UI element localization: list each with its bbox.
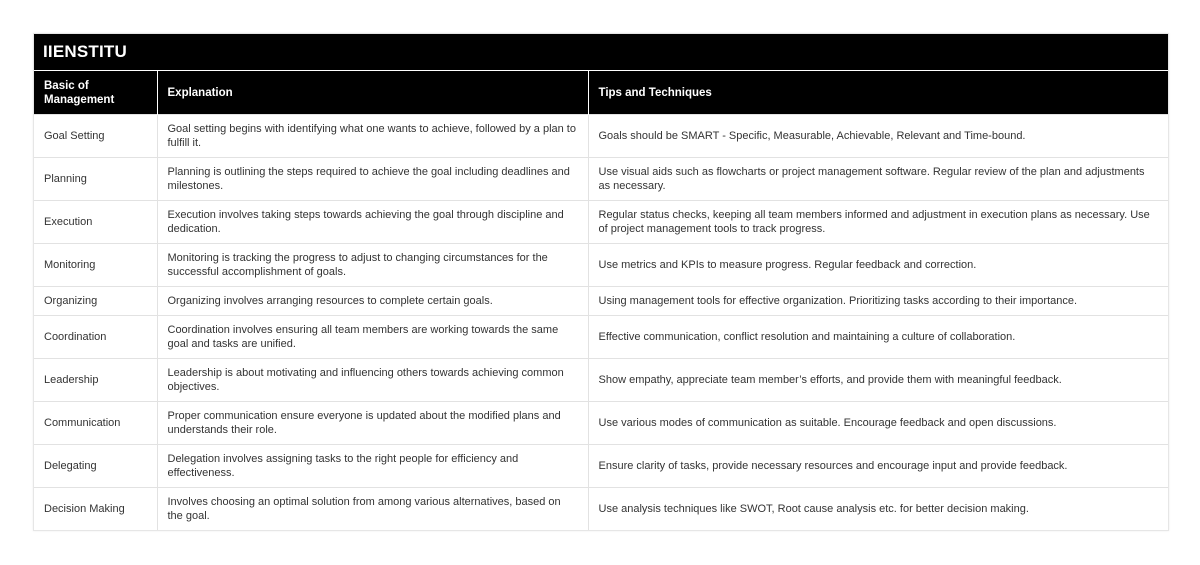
table-header-row bbox=[34, 71, 1168, 115]
cell-explanation: Execution involves taking steps towards achieving the goal through discipline and dedication. bbox=[157, 201, 588, 244]
table-row bbox=[34, 287, 1168, 316]
cell-explanation: Delegation involves assigning tasks to the right people for efficiency and effectiveness. bbox=[157, 445, 588, 488]
cell-tips: Regular status checks, keeping all team members informed and adjustment in execution plans as necessary. Use of project management tools to track progress. bbox=[588, 201, 1168, 244]
brand-title: IIENSTITU bbox=[34, 34, 1168, 70]
table-row bbox=[34, 201, 1168, 244]
cell-basic: Delegating bbox=[34, 445, 157, 488]
cell-tips: Use metrics and KPIs to measure progress. Regular feedback and correction. bbox=[588, 244, 1168, 287]
cell-explanation: Monitoring is tracking the progress to adjust to changing circumstances for the successful accomplishment of goals. bbox=[157, 244, 588, 287]
cell-explanation: Coordination involves ensuring all team members are working towards the same goal and tasks are unified. bbox=[157, 316, 588, 359]
cell-basic: Monitoring bbox=[34, 244, 157, 287]
cell-basic: Communication bbox=[34, 402, 157, 445]
management-table bbox=[34, 70, 1168, 530]
cell-explanation: Goal setting begins with identifying what one wants to achieve, followed by a plan to fulfill it. bbox=[157, 115, 588, 158]
cell-basic: Execution bbox=[34, 201, 157, 244]
management-table-card bbox=[33, 33, 1169, 531]
cell-basic: Goal Setting bbox=[34, 115, 157, 158]
cell-tips: Effective communication, conflict resolution and maintaining a culture of collaboration. bbox=[588, 316, 1168, 359]
header-basic: Basic of Management bbox=[34, 71, 157, 115]
cell-explanation: Planning is outlining the steps required to achieve the goal including deadlines and milestones. bbox=[157, 158, 588, 201]
cell-basic: Coordination bbox=[34, 316, 157, 359]
cell-basic: Decision Making bbox=[34, 488, 157, 531]
cell-basic: Leadership bbox=[34, 359, 157, 402]
cell-tips: Show empathy, appreciate team member’s efforts, and provide them with meaningful feedback. bbox=[588, 359, 1168, 402]
table-row bbox=[34, 244, 1168, 287]
header-tips: Tips and Techniques bbox=[588, 71, 1168, 115]
table-row bbox=[34, 402, 1168, 445]
cell-explanation: Organizing involves arranging resources to complete certain goals. bbox=[157, 287, 588, 316]
table-row bbox=[34, 158, 1168, 201]
cell-tips: Use visual aids such as flowcharts or project management software. Regular review of the plan and adjustments as necessary. bbox=[588, 158, 1168, 201]
cell-tips: Goals should be SMART - Specific, Measurable, Achievable, Relevant and Time-bound. bbox=[588, 115, 1168, 158]
cell-tips: Using management tools for effective organization. Prioritizing tasks according to their importance. bbox=[588, 287, 1168, 316]
cell-tips: Ensure clarity of tasks, provide necessary resources and encourage input and provide feedback. bbox=[588, 445, 1168, 488]
table-row bbox=[34, 445, 1168, 488]
table-row bbox=[34, 115, 1168, 158]
header-explanation: Explanation bbox=[157, 71, 588, 115]
table-row bbox=[34, 488, 1168, 531]
cell-basic: Organizing bbox=[34, 287, 157, 316]
cell-tips: Use various modes of communication as suitable. Encourage feedback and open discussions. bbox=[588, 402, 1168, 445]
cell-tips: Use analysis techniques like SWOT, Root cause analysis etc. for better decision making. bbox=[588, 488, 1168, 531]
cell-explanation: Involves choosing an optimal solution from among various alternatives, based on the goal. bbox=[157, 488, 588, 531]
cell-basic: Planning bbox=[34, 158, 157, 201]
table-row bbox=[34, 316, 1168, 359]
cell-explanation: Proper communication ensure everyone is updated about the modified plans and understands their role. bbox=[157, 402, 588, 445]
cell-explanation: Leadership is about motivating and influencing others towards achieving common objectives. bbox=[157, 359, 588, 402]
table-row bbox=[34, 359, 1168, 402]
